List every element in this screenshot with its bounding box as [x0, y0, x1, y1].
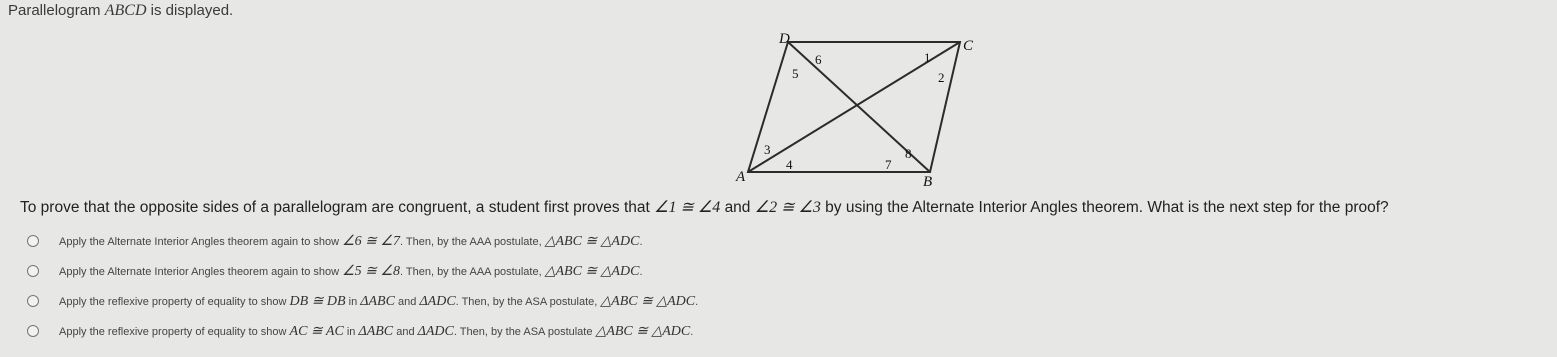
radio-option-3[interactable]	[27, 295, 39, 307]
option-2-text-3: .	[639, 265, 643, 278]
intro-suffix: is displayed.	[150, 2, 234, 19]
option-3-text-5: .	[695, 295, 699, 308]
option-3-math-2: ΔABC	[360, 293, 395, 309]
answer-option-4[interactable]	[27, 316, 698, 346]
option-4-math-4: △ABC ≅ △ADC	[595, 323, 691, 339]
option-4-text-3: and	[396, 325, 415, 338]
angle-3-label: 3	[764, 142, 771, 157]
option-1-text-3: .	[639, 235, 643, 248]
option-4-math-2: ΔABC	[358, 323, 394, 339]
problem-intro	[8, 2, 233, 20]
intro-prefix: Parallelogram	[8, 2, 101, 19]
intro-shape-name: ABCD	[104, 2, 147, 19]
answer-option-3[interactable]	[27, 286, 698, 316]
angle-5-label: 5	[792, 66, 799, 81]
answer-option-1[interactable]	[27, 226, 698, 256]
vertex-d-label: D	[779, 31, 790, 47]
option-3-text-1: Apply the reflexive property of equality to show	[59, 295, 287, 308]
answer-option-3-text	[59, 293, 698, 310]
vertex-a-label: A	[736, 169, 746, 185]
question-text	[20, 197, 1389, 217]
question-math-2: ∠2 ≅ ∠3	[754, 199, 821, 216]
answer-option-1-text	[59, 233, 643, 250]
option-4-text-2: in	[346, 325, 356, 338]
option-3-math-3: ΔADC	[419, 293, 456, 309]
angle-2-label: 2	[938, 70, 945, 85]
option-4-math-3: ΔADC	[417, 323, 454, 339]
angle-7-label: 7	[885, 157, 892, 172]
option-3-text-2: in	[348, 295, 358, 308]
option-2-math-2: △ABC ≅ △ADC	[544, 263, 640, 279]
question-part-3: by using the Alternate Interior Angles theorem. What is the next step for the proof?	[825, 199, 1389, 216]
angle-6-label: 6	[815, 52, 822, 67]
option-1-text-1: Apply the Alternate Interior Angles theorem again to show	[59, 235, 340, 248]
option-4-text-1: Apply the reflexive property of equality to show	[59, 325, 287, 338]
question-math-1: ∠1 ≅ ∠4	[654, 199, 721, 216]
option-2-text-1: Apply the Alternate Interior Angles theorem again to show	[59, 265, 340, 278]
option-3-math-1: DB ≅ DB	[289, 293, 346, 309]
answer-option-2[interactable]	[27, 256, 698, 286]
answer-options	[27, 226, 698, 346]
radio-option-4[interactable]	[27, 325, 39, 337]
question-part-2: and	[724, 199, 751, 216]
angle-8-label: 8	[905, 146, 912, 161]
option-3-text-4: . Then, by the ASA postulate,	[455, 295, 598, 308]
question-part-1: To prove that the opposite sides of a parallelogram are congruent, a student first proves that	[20, 199, 650, 216]
vertex-c-label: C	[963, 38, 974, 54]
vertex-b-label: B	[923, 174, 933, 190]
parallelogram-figure	[728, 26, 988, 190]
option-2-text-2: . Then, by the AAA postulate,	[399, 265, 542, 278]
option-1-math-1: ∠6 ≅ ∠7	[342, 233, 400, 249]
option-1-text-2: . Then, by the AAA postulate,	[399, 235, 542, 248]
option-3-text-3: and	[398, 295, 417, 308]
angle-4-label: 4	[786, 157, 793, 172]
radio-option-1[interactable]	[27, 235, 39, 247]
answer-option-2-text	[59, 263, 643, 280]
option-3-math-4: △ABC ≅ △ADC	[600, 293, 696, 309]
radio-option-2[interactable]	[27, 265, 39, 277]
angle-1-label: 1	[924, 50, 931, 65]
option-2-math-1: ∠5 ≅ ∠8	[342, 263, 400, 279]
option-4-text-4: . Then, by the ASA postulate	[453, 325, 593, 338]
option-4-text-5: .	[690, 325, 694, 338]
option-1-math-2: △ABC ≅ △ADC	[544, 233, 640, 249]
answer-option-4-text	[59, 323, 693, 340]
option-4-math-1: AC ≅ AC	[289, 323, 344, 339]
